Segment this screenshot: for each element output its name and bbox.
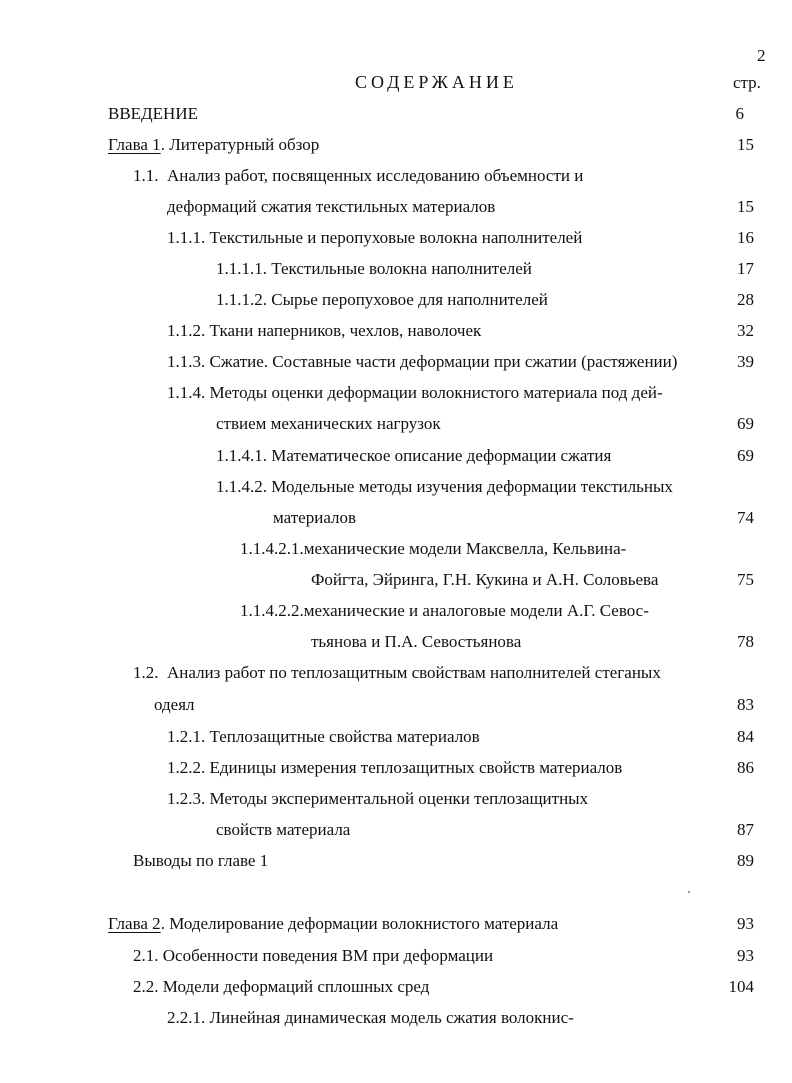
toc-entry [133, 663, 661, 683]
toc-text: Особенности поведения ВМ при деформации [162, 946, 494, 965]
toc-conclusions: Выводы по главе 1 [133, 851, 269, 870]
toc-text: Анализ работ по теплозащитным свойствам наполнителей стеганых [167, 663, 661, 682]
toc-entry-cont: деформаций сжатия текстильных материалов [167, 197, 496, 216]
toc-entry [167, 352, 677, 372]
toc-number: 1.1.3. [167, 352, 206, 371]
toc-page: 28 [737, 290, 754, 309]
toc-page: 93 [737, 914, 754, 933]
toc-entry [216, 290, 548, 310]
toc-number: 1.2.1. [167, 727, 206, 746]
toc-text: Методы экспериментальной оценки теплозащитных [209, 789, 589, 808]
toc-entry [133, 977, 429, 997]
toc-entry [167, 789, 588, 809]
toc-page: 93 [737, 946, 754, 965]
toc-entry [167, 321, 481, 341]
toc-number: 1.1.4.2.1. [240, 539, 304, 558]
toc-text: Сжатие. Составные части деформации при сжатии (растяжении) [209, 352, 678, 371]
toc-intro: ВВЕДЕНИЕ [108, 104, 198, 123]
toc-page: 104 [728, 977, 754, 996]
toc-text: Математическое описание деформации сжатия [271, 446, 612, 465]
toc-text: Линейная динамическая модель сжатия волокнис- [209, 1008, 574, 1027]
toc-entry [216, 477, 673, 497]
toc-number: 1.1.1.2. [216, 290, 267, 309]
toc-page: 83 [737, 695, 754, 714]
toc-text: Ткани наперников, чехлов, наволочек [209, 321, 482, 340]
toc-page: 17 [737, 259, 754, 278]
toc-number: 2.1. [133, 946, 159, 965]
toc-text: Анализ работ, посвященных исследованию объемности и [167, 166, 584, 185]
toc-entry [167, 758, 622, 778]
chapter-title: . Литературный обзор [160, 135, 320, 154]
toc-text: Модельные методы изучения деформации текстильных [271, 477, 673, 496]
chapter-link: Глава 1 [108, 135, 161, 154]
toc-page: 6 [735, 104, 744, 123]
toc-entry [240, 601, 649, 621]
toc-text: Методы оценки деформации волокнистого материала под дей- [209, 383, 663, 402]
toc-number: 1.2.2. [167, 758, 206, 777]
toc-page: 87 [737, 820, 754, 839]
toc-text: Единицы измерения теплозащитных свойств материалов [209, 758, 623, 777]
toc-chapter-2 [108, 914, 558, 934]
toc-entry [167, 383, 663, 403]
toc-number: 1.2. [133, 663, 159, 682]
toc-number: 1.1.1. [167, 228, 206, 247]
toc-text: Модели деформаций сплошных сред [162, 977, 430, 996]
toc-page: 69 [737, 446, 754, 465]
toc-page: 15 [737, 135, 754, 154]
toc-entry [167, 1008, 574, 1028]
chapter-title: . Моделирование деформации волокнистого материала [160, 914, 559, 933]
toc-entry-cont: материалов [273, 508, 357, 527]
toc-text: Сырье перопуховое для наполнителей [271, 290, 548, 309]
toc-number: 1.1.1.1. [216, 259, 267, 278]
toc-number: 1.2.3. [167, 789, 206, 808]
toc-entry [133, 166, 583, 186]
toc-number: 2.2. [133, 977, 159, 996]
scan-speck [688, 891, 690, 893]
toc-number: 1.1.4.2.2. [240, 601, 304, 620]
toc-page: 74 [737, 508, 754, 527]
toc-text: механические и аналоговые модели А.Г. Севос- [303, 601, 649, 620]
toc-page: 16 [737, 228, 754, 247]
toc-number: 2.2.1. [167, 1008, 206, 1027]
toc-entry [216, 259, 532, 279]
toc-page: 89 [737, 851, 754, 870]
toc-entry-cont: тьянова и П.А. Севостьянова [311, 632, 522, 651]
toc-number: 1.1.4.1. [216, 446, 267, 465]
page-column-label: стр. [733, 73, 761, 92]
toc-entry [133, 946, 493, 966]
toc-page: 86 [737, 758, 754, 777]
toc-entry-cont: ствием механических нагрузок [216, 414, 441, 433]
toc-number: 1.1.2. [167, 321, 206, 340]
toc-entry [167, 727, 480, 747]
toc-number: 1.1.4. [167, 383, 206, 402]
toc-page: 78 [737, 632, 754, 651]
toc-page: 75 [737, 570, 754, 589]
toc-entry-cont: Фойгта, Эйринга, Г.Н. Кукина и А.Н. Соловьева [311, 570, 659, 589]
toc-text: Теплозащитные свойства материалов [209, 727, 480, 746]
toc-entry [216, 446, 611, 466]
toc-page: 69 [737, 414, 754, 433]
toc-entry-cont: свойств материала [216, 820, 351, 839]
toc-entry [240, 539, 626, 559]
toc-page: 15 [737, 197, 754, 216]
toc-number: 1.1. [133, 166, 159, 185]
toc-page: 39 [737, 352, 754, 371]
toc-chapter-1 [108, 135, 319, 155]
toc-title: СОДЕРЖАНИЕ [355, 72, 518, 92]
toc-text: Текстильные и перопуховые волокна наполнителей [209, 228, 583, 247]
toc-text: механические модели Максвелла, Кельвина- [303, 539, 627, 558]
toc-text: Текстильные волокна наполнителей [271, 259, 532, 278]
toc-page: 84 [737, 727, 754, 746]
toc-entry-cont: одеял [154, 695, 195, 714]
page-number: 2 [757, 46, 766, 65]
chapter-link: Глава 2 [108, 914, 161, 933]
toc-entry [167, 228, 582, 248]
toc-page: 32 [737, 321, 754, 340]
toc-number: 1.1.4.2. [216, 477, 267, 496]
